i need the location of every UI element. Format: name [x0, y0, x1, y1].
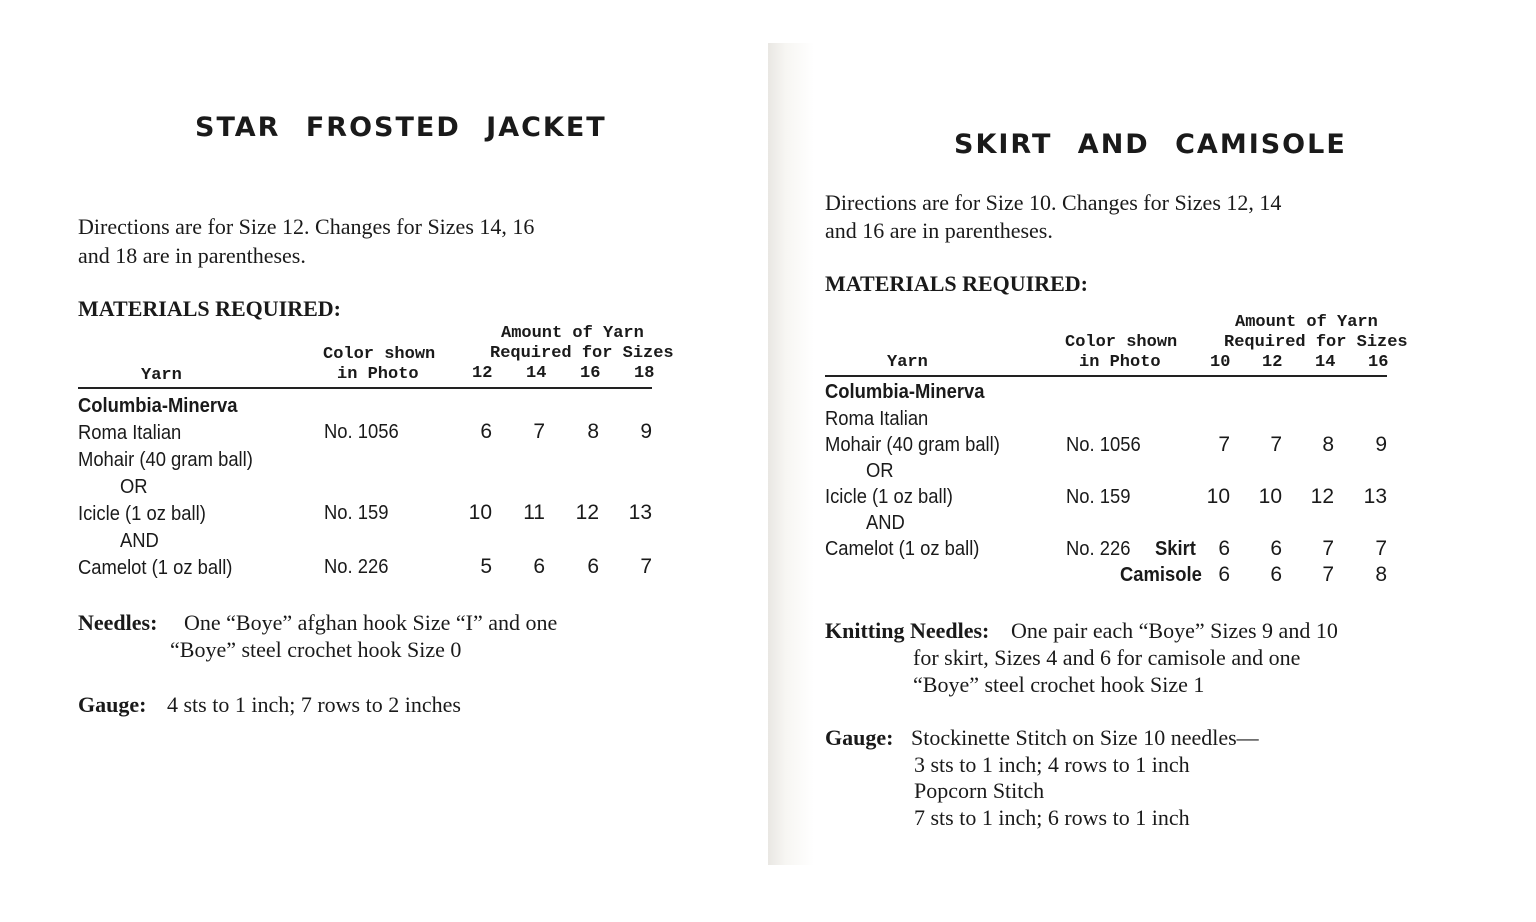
- gauge-text: Popcorn Stitch: [914, 778, 1045, 803]
- amount-cell: 6: [480, 420, 492, 443]
- materials-heading: MATERIALS REQUIRED:: [78, 296, 342, 321]
- amount-cell: 10: [468, 501, 492, 524]
- part-label: Skirt: [1155, 538, 1196, 560]
- part-label: Camisole: [1120, 564, 1202, 586]
- amount-cell: 8: [1322, 433, 1334, 456]
- yarn-header: Yarn: [887, 353, 928, 372]
- amount-cell: 6: [1218, 563, 1230, 586]
- brand-name: Columbia-Minerva: [78, 395, 238, 417]
- amount-header: Amount of Yarn: [501, 324, 644, 343]
- gauge-text: 7 sts to 1 inch; 6 rows to 1 inch: [914, 805, 1190, 830]
- size-header: 18: [634, 364, 655, 383]
- amount-cell: 7: [1322, 563, 1334, 586]
- amount-cell: 6: [1218, 537, 1230, 560]
- amount-cell: 10: [1258, 485, 1282, 508]
- color-header: Color shown: [323, 345, 436, 364]
- amount-cell: 7: [640, 555, 652, 578]
- amount-cell: 8: [587, 420, 599, 443]
- color-header: in Photo: [337, 365, 419, 384]
- yarn-line: Camelot (1 oz ball): [78, 557, 233, 579]
- amount-cell: 7: [1270, 433, 1282, 456]
- amount-cell: 7: [1375, 537, 1387, 560]
- needles-text: “Boye” steel crochet hook Size 0: [170, 637, 462, 662]
- amount-cell: 7: [533, 420, 545, 443]
- color-number: No. 226: [1066, 538, 1131, 560]
- needles-text: One “Boye” afghan hook Size “I” and one: [184, 610, 558, 635]
- intro-line: and 18 are in parentheses.: [78, 243, 306, 268]
- needles-text: for skirt, Sizes 4 and 6 for camisole and one: [913, 645, 1301, 670]
- amount-cell: 5: [480, 555, 492, 578]
- color-number: No. 159: [324, 502, 389, 524]
- yarn-line: AND: [120, 530, 159, 552]
- right-page: [768, 43, 1536, 865]
- size-header: 10: [1210, 353, 1231, 372]
- amount-cell: 12: [1310, 485, 1334, 508]
- amount-cell: 11: [523, 501, 545, 524]
- amount-cell: 13: [1363, 485, 1387, 508]
- intro-line: Directions are for Size 10. Changes for Sizes 12, 14: [825, 190, 1282, 215]
- amount-cell: 9: [640, 420, 652, 443]
- header-rule: [825, 375, 1387, 377]
- brand-name: Columbia-Minerva: [825, 381, 985, 403]
- amount-cell: 6: [587, 555, 599, 578]
- yarn-line: OR: [866, 460, 894, 482]
- amount-cell: 9: [1375, 433, 1387, 456]
- page-title: STAR FROSTED JACKET: [195, 112, 607, 143]
- amount-cell: 7: [1322, 537, 1334, 560]
- page-title: SKIRT AND CAMISOLE: [954, 129, 1347, 160]
- yarn-line: OR: [120, 476, 148, 498]
- materials-heading: MATERIALS REQUIRED:: [825, 271, 1089, 296]
- yarn-line: Roma Italian: [78, 422, 182, 444]
- gauge-text: 4 sts to 1 inch; 7 rows to 2 inches: [167, 692, 461, 717]
- gauge-label: Gauge:: [78, 692, 147, 717]
- intro-line: and 16 are in parentheses.: [825, 218, 1053, 243]
- gauge-text: Stockinette Stitch on Size 10 needles—: [911, 725, 1259, 750]
- color-number: No. 226: [324, 556, 389, 578]
- yarn-line: Camelot (1 oz ball): [825, 538, 980, 560]
- yarn-line: Icicle (1 oz ball): [825, 486, 953, 508]
- color-number: No. 1056: [1066, 434, 1141, 456]
- yarn-line: Icicle (1 oz ball): [78, 503, 206, 525]
- yarn-line: Mohair (40 gram ball): [78, 449, 253, 471]
- amount-cell: 10: [1206, 485, 1230, 508]
- needles-text: One pair each “Boye” Sizes 9 and 10: [1011, 618, 1338, 643]
- amount-cell: 7: [1218, 433, 1230, 456]
- needles-label: Knitting Needles:: [825, 618, 990, 643]
- size-header: 14: [526, 364, 547, 383]
- yarn-line: Roma Italian: [825, 408, 929, 430]
- amount-cell: 6: [1270, 563, 1282, 586]
- size-header: 16: [580, 364, 601, 383]
- amount-header: Amount of Yarn: [1235, 313, 1378, 332]
- size-header: 12: [472, 364, 493, 383]
- amount-cell: 13: [628, 501, 652, 524]
- size-header: 16: [1368, 353, 1389, 372]
- yarn-header: Yarn: [141, 366, 182, 385]
- amount-cell: 6: [533, 555, 545, 578]
- amount-cell: 8: [1375, 563, 1387, 586]
- amount-cell: 12: [575, 501, 599, 524]
- gauge-text: 3 sts to 1 inch; 4 rows to 1 inch: [914, 752, 1190, 777]
- size-header: 12: [1262, 353, 1283, 372]
- gauge-label: Gauge:: [825, 725, 894, 750]
- color-number: No. 159: [1066, 486, 1131, 508]
- needles-label: Needles:: [78, 610, 158, 635]
- intro-line: Directions are for Size 12. Changes for Sizes 14, 16: [78, 214, 535, 239]
- color-header: Color shown: [1065, 333, 1178, 352]
- header-rule: [78, 387, 652, 389]
- needles-text: “Boye” steel crochet hook Size 1: [913, 672, 1205, 697]
- yarn-line: AND: [866, 512, 905, 534]
- amount-header: Required for Sizes: [1224, 333, 1408, 352]
- color-number: No. 1056: [324, 421, 399, 443]
- yarn-line: Mohair (40 gram ball): [825, 434, 1000, 456]
- color-header: in Photo: [1079, 353, 1161, 372]
- size-header: 14: [1315, 353, 1336, 372]
- amount-header: Required for Sizes: [490, 344, 674, 363]
- amount-cell: 6: [1270, 537, 1282, 560]
